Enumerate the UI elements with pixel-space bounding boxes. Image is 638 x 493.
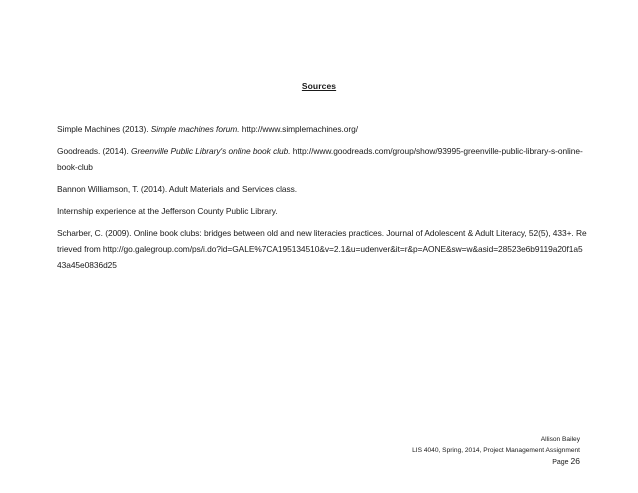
reference-entry-2 [57, 143, 587, 175]
reference-text: Scharber, C. (2009). Online book clubs: bridges between old and new literacies practices. Journal of Adolescent & Adult Literacy, 52(5), 433+. Retrieved from http://go.galegroup.com/ps/i.do?id=GALE%7CA195134510&v=2.1&u=udenver&it=r&p=AONE&sw=w&asid=28523e6b9119a20f1a543a45e0836d25 [57, 228, 587, 270]
footer-course: LIS 4040, Spring, 2014, Project Management Assignment [412, 446, 580, 454]
page-title: Sources [301, 81, 337, 91]
reference-entry-4 [57, 203, 587, 219]
reference-text: Internship experience at the Jefferson County Public Library. [57, 206, 278, 216]
reference-entry-3 [57, 181, 587, 197]
reference-url: http://www.goodreads.com/group/show/93995-greenville-public-library-s-online-book-club [57, 146, 583, 172]
reference-entry-1 [57, 121, 587, 137]
footer-author: Allison Bailey [540, 436, 580, 443]
reference-list [57, 121, 587, 279]
reference-url: http://www.simplemachines.org/ [239, 124, 359, 134]
reference-text: Simple Machines (2013). [57, 124, 151, 134]
page-footer [412, 435, 580, 469]
reference-text: Goodreads. (2014). [57, 146, 132, 156]
reference-italic-title: Greenville Public Library's online book club. [131, 146, 291, 156]
footer-page-number [412, 456, 580, 469]
reference-entry-5 [57, 225, 587, 273]
reference-italic-title: Simple machines forum. [150, 124, 240, 134]
page-number: 26 [570, 456, 580, 466]
reference-text: Bannon Williamson, T. (2014). Adult Materials and Services class. [57, 184, 298, 194]
page-label: Page [552, 459, 569, 466]
